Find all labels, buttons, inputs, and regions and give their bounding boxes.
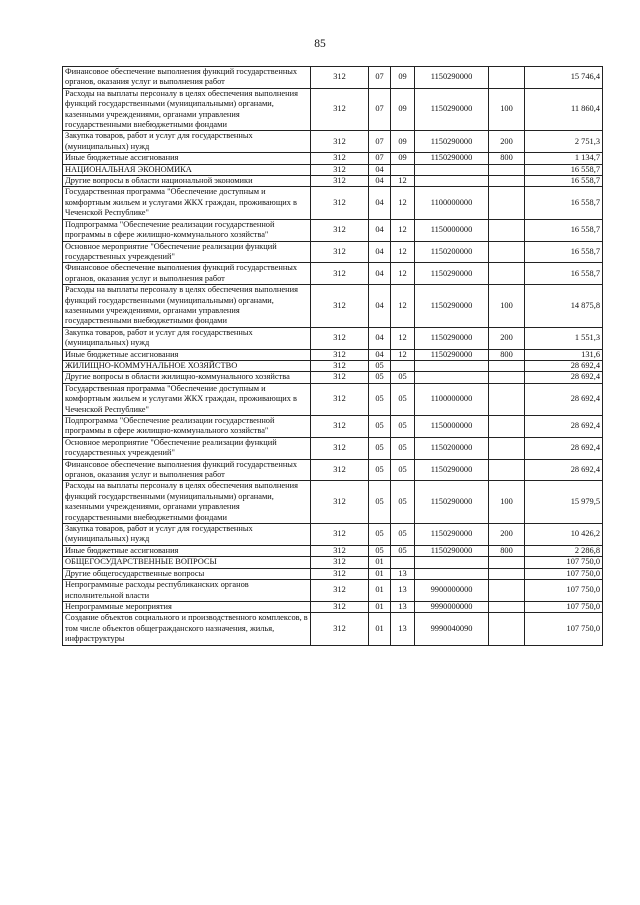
row-vr-cell: 100 (489, 285, 525, 328)
row-ved-cell: 312 (311, 187, 369, 219)
row-vr-cell: 100 (489, 481, 525, 524)
row-pr-cell: 13 (391, 601, 415, 612)
row-csr-cell: 1150290000 (415, 327, 489, 349)
row-name-cell: Иные бюджетные ассигнования (63, 545, 311, 556)
row-name-cell: Другие вопросы в области национальной экономики (63, 176, 311, 187)
row-csr-cell (415, 557, 489, 568)
row-ved-cell: 312 (311, 372, 369, 383)
row-pr-cell: 05 (391, 437, 415, 459)
row-rz-cell: 07 (369, 67, 391, 89)
row-name-cell: Основное мероприятие "Обеспечение реализации функций государственных учреждений" (63, 241, 311, 263)
row-pr-cell: 05 (391, 545, 415, 556)
row-ved-cell: 312 (311, 131, 369, 153)
row-csr-cell: 1150000000 (415, 416, 489, 438)
row-pr-cell: 12 (391, 349, 415, 360)
row-ved-cell: 312 (311, 481, 369, 524)
table-row (63, 176, 603, 187)
row-csr-cell: 1150290000 (415, 459, 489, 481)
row-sum-cell: 107 750,0 (525, 601, 603, 612)
row-sum-cell: 15 746,4 (525, 67, 603, 89)
row-ved-cell: 312 (311, 545, 369, 556)
row-ved-cell: 312 (311, 360, 369, 371)
row-ved-cell: 312 (311, 67, 369, 89)
row-vr-cell (489, 416, 525, 438)
row-vr-cell (489, 176, 525, 187)
row-name-cell: Создание объектов социального и производственного комплексов, в том числе объектов общегражданского назначения, жилья, инфраструктуры (63, 613, 311, 645)
row-csr-cell: 1150290000 (415, 349, 489, 360)
row-pr-cell (391, 164, 415, 175)
row-name-cell: Расходы на выплаты персоналу в целях обеспечения выполнения функций государственными (муниципальными) органами, казенными учреждениями, органами управления государственными внебюджетными фондами (63, 285, 311, 328)
row-vr-cell (489, 263, 525, 285)
row-rz-cell: 05 (369, 524, 391, 546)
row-sum-cell: 10 426,2 (525, 524, 603, 546)
table-row (63, 164, 603, 175)
row-rz-cell: 05 (369, 372, 391, 383)
row-name-cell: Непрограммные расходы республиканских органов исполнительной власти (63, 580, 311, 602)
row-vr-cell (489, 568, 525, 579)
row-ved-cell: 312 (311, 349, 369, 360)
row-rz-cell: 04 (369, 176, 391, 187)
table-row (63, 613, 603, 645)
table-row (63, 601, 603, 612)
row-sum-cell: 1 134,7 (525, 153, 603, 164)
row-vr-cell (489, 187, 525, 219)
row-rz-cell: 07 (369, 88, 391, 131)
row-csr-cell: 1100000000 (415, 187, 489, 219)
row-rz-cell: 04 (369, 349, 391, 360)
row-pr-cell: 12 (391, 187, 415, 219)
row-ved-cell: 312 (311, 437, 369, 459)
row-rz-cell: 07 (369, 131, 391, 153)
row-vr-cell: 200 (489, 524, 525, 546)
table-row (63, 219, 603, 241)
row-sum-cell: 16 558,7 (525, 241, 603, 263)
row-csr-cell: 1150200000 (415, 437, 489, 459)
row-sum-cell: 16 558,7 (525, 219, 603, 241)
row-name-cell: Подпрограмма "Обеспечение реализации государственной программы в сфере жилищно-коммунального хозяйства" (63, 219, 311, 241)
row-pr-cell: 12 (391, 176, 415, 187)
row-ved-cell: 312 (311, 164, 369, 175)
row-vr-cell (489, 383, 525, 415)
row-rz-cell: 05 (369, 481, 391, 524)
row-vr-cell: 100 (489, 88, 525, 131)
table-row (63, 545, 603, 556)
row-csr-cell: 1150290000 (415, 131, 489, 153)
row-pr-cell: 09 (391, 67, 415, 89)
row-sum-cell: 28 692,4 (525, 437, 603, 459)
table-row (63, 131, 603, 153)
row-csr-cell: 1150290000 (415, 545, 489, 556)
row-ved-cell: 312 (311, 580, 369, 602)
row-rz-cell: 07 (369, 153, 391, 164)
row-ved-cell: 312 (311, 459, 369, 481)
row-pr-cell: 13 (391, 580, 415, 602)
row-sum-cell: 14 875,8 (525, 285, 603, 328)
row-rz-cell: 04 (369, 187, 391, 219)
row-rz-cell: 05 (369, 383, 391, 415)
row-pr-cell: 09 (391, 88, 415, 131)
budget-table (62, 66, 603, 646)
row-name-cell: ЖИЛИЩНО-КОММУНАЛЬНОЕ ХОЗЯЙСТВО (63, 360, 311, 371)
row-csr-cell: 9990000000 (415, 601, 489, 612)
row-vr-cell (489, 164, 525, 175)
row-sum-cell: 11 860,4 (525, 88, 603, 131)
row-name-cell: Иные бюджетные ассигнования (63, 153, 311, 164)
row-vr-cell: 800 (489, 153, 525, 164)
table-row (63, 187, 603, 219)
row-sum-cell: 28 692,4 (525, 372, 603, 383)
table-row (63, 383, 603, 415)
row-sum-cell: 107 750,0 (525, 557, 603, 568)
row-pr-cell: 09 (391, 153, 415, 164)
row-ved-cell: 312 (311, 327, 369, 349)
table-row (63, 241, 603, 263)
row-vr-cell (489, 437, 525, 459)
row-rz-cell: 04 (369, 241, 391, 263)
row-pr-cell (391, 557, 415, 568)
row-vr-cell (489, 219, 525, 241)
row-sum-cell: 1 551,3 (525, 327, 603, 349)
row-sum-cell: 28 692,4 (525, 459, 603, 481)
row-vr-cell (489, 613, 525, 645)
row-ved-cell: 312 (311, 219, 369, 241)
row-ved-cell: 312 (311, 601, 369, 612)
row-name-cell: Иные бюджетные ассигнования (63, 349, 311, 360)
row-ved-cell: 312 (311, 416, 369, 438)
row-ved-cell: 312 (311, 613, 369, 645)
row-rz-cell: 05 (369, 437, 391, 459)
table-row (63, 416, 603, 438)
row-name-cell: Закупка товаров, работ и услуг для государственных (муниципальных) нужд (63, 327, 311, 349)
row-ved-cell: 312 (311, 285, 369, 328)
row-rz-cell: 01 (369, 601, 391, 612)
row-name-cell: Другие общегосударственные вопросы (63, 568, 311, 579)
row-vr-cell: 200 (489, 327, 525, 349)
row-rz-cell: 05 (369, 545, 391, 556)
table-row (63, 568, 603, 579)
row-sum-cell: 131,6 (525, 349, 603, 360)
row-csr-cell (415, 568, 489, 579)
row-pr-cell: 13 (391, 568, 415, 579)
row-pr-cell: 12 (391, 327, 415, 349)
row-sum-cell: 28 692,4 (525, 360, 603, 371)
table-row (63, 327, 603, 349)
row-name-cell: Непрограммные мероприятия (63, 601, 311, 612)
row-vr-cell: 800 (489, 349, 525, 360)
row-csr-cell: 1150290000 (415, 67, 489, 89)
row-csr-cell: 1150290000 (415, 263, 489, 285)
row-pr-cell: 05 (391, 416, 415, 438)
row-ved-cell: 312 (311, 263, 369, 285)
row-csr-cell: 1150290000 (415, 524, 489, 546)
row-csr-cell: 9900000000 (415, 580, 489, 602)
row-rz-cell: 01 (369, 568, 391, 579)
row-rz-cell: 05 (369, 416, 391, 438)
row-rz-cell: 04 (369, 263, 391, 285)
row-csr-cell: 1150290000 (415, 481, 489, 524)
row-vr-cell (489, 67, 525, 89)
row-name-cell: НАЦИОНАЛЬНАЯ ЭКОНОМИКА (63, 164, 311, 175)
row-sum-cell: 16 558,7 (525, 263, 603, 285)
row-rz-cell: 04 (369, 219, 391, 241)
table-row (63, 285, 603, 328)
row-csr-cell: 1150290000 (415, 88, 489, 131)
row-name-cell: Государственная программа "Обеспечение доступным и комфортным жильем и услугами ЖКХ граждан, проживающих в Чеченской Республике" (63, 187, 311, 219)
row-pr-cell: 12 (391, 285, 415, 328)
row-vr-cell (489, 360, 525, 371)
row-pr-cell: 05 (391, 481, 415, 524)
table-row (63, 349, 603, 360)
table-row (63, 557, 603, 568)
row-name-cell: Финансовое обеспечение выполнения функций государственных органов, оказания услуг и выполнения работ (63, 459, 311, 481)
row-csr-cell: 1150000000 (415, 219, 489, 241)
row-pr-cell: 12 (391, 219, 415, 241)
row-rz-cell: 04 (369, 327, 391, 349)
row-rz-cell: 01 (369, 580, 391, 602)
table-row (63, 153, 603, 164)
table-row (63, 437, 603, 459)
table-row (63, 372, 603, 383)
table-row (63, 524, 603, 546)
row-name-cell: Подпрограмма "Обеспечение реализации государственной программы в сфере жилищно-коммунального хозяйства" (63, 416, 311, 438)
row-csr-cell (415, 372, 489, 383)
row-sum-cell: 107 750,0 (525, 613, 603, 645)
row-name-cell: Расходы на выплаты персоналу в целях обеспечения выполнения функций государственными (муниципальными) органами, казенными учреждениями, органами управления государственными внебюджетными фондами (63, 88, 311, 131)
row-sum-cell: 107 750,0 (525, 580, 603, 602)
row-ved-cell: 312 (311, 241, 369, 263)
row-pr-cell: 05 (391, 372, 415, 383)
row-csr-cell (415, 164, 489, 175)
row-csr-cell: 9990040090 (415, 613, 489, 645)
row-sum-cell: 15 979,5 (525, 481, 603, 524)
row-pr-cell: 12 (391, 263, 415, 285)
row-sum-cell: 16 558,7 (525, 164, 603, 175)
row-pr-cell: 05 (391, 459, 415, 481)
row-rz-cell: 01 (369, 557, 391, 568)
table-row (63, 263, 603, 285)
row-ved-cell: 312 (311, 383, 369, 415)
table-row (63, 580, 603, 602)
row-rz-cell: 04 (369, 164, 391, 175)
row-sum-cell: 28 692,4 (525, 383, 603, 415)
row-ved-cell: 312 (311, 88, 369, 131)
table-row (63, 459, 603, 481)
row-csr-cell (415, 176, 489, 187)
row-ved-cell: 312 (311, 524, 369, 546)
row-ved-cell: 312 (311, 568, 369, 579)
row-rz-cell: 04 (369, 285, 391, 328)
row-vr-cell (489, 241, 525, 263)
row-name-cell: ОБЩЕГОСУДАРСТВЕННЫЕ ВОПРОСЫ (63, 557, 311, 568)
row-vr-cell (489, 372, 525, 383)
row-name-cell: Закупка товаров, работ и услуг для государственных (муниципальных) нужд (63, 524, 311, 546)
table-row (63, 88, 603, 131)
row-name-cell: Другие вопросы в области жилищно-коммунального хозяйства (63, 372, 311, 383)
table-row (63, 360, 603, 371)
budget-table-body (63, 67, 603, 646)
row-sum-cell: 16 558,7 (525, 187, 603, 219)
row-name-cell: Основное мероприятие "Обеспечение реализации функций государственных учреждений" (63, 437, 311, 459)
row-name-cell: Закупка товаров, работ и услуг для государственных (муниципальных) нужд (63, 131, 311, 153)
row-csr-cell: 1100000000 (415, 383, 489, 415)
row-vr-cell (489, 557, 525, 568)
row-pr-cell: 12 (391, 241, 415, 263)
row-pr-cell: 09 (391, 131, 415, 153)
row-sum-cell: 16 558,7 (525, 176, 603, 187)
row-csr-cell (415, 360, 489, 371)
page-number: 85 (314, 38, 326, 50)
row-pr-cell: 05 (391, 383, 415, 415)
row-csr-cell: 1150200000 (415, 241, 489, 263)
row-pr-cell: 13 (391, 613, 415, 645)
row-name-cell: Финансовое обеспечение выполнения функций государственных органов, оказания услуг и выполнения работ (63, 263, 311, 285)
row-rz-cell: 01 (369, 613, 391, 645)
row-sum-cell: 107 750,0 (525, 568, 603, 579)
row-pr-cell (391, 360, 415, 371)
row-vr-cell: 800 (489, 545, 525, 556)
row-vr-cell (489, 580, 525, 602)
row-rz-cell: 05 (369, 459, 391, 481)
row-name-cell: Расходы на выплаты персоналу в целях обеспечения выполнения функций государственными (муниципальными) органами, казенными учреждениями, органами управления государственными внебюджетными фондами (63, 481, 311, 524)
row-sum-cell: 28 692,4 (525, 416, 603, 438)
row-pr-cell: 05 (391, 524, 415, 546)
table-row (63, 481, 603, 524)
row-csr-cell: 1150290000 (415, 153, 489, 164)
row-vr-cell (489, 601, 525, 612)
row-rz-cell: 05 (369, 360, 391, 371)
row-sum-cell: 2 286,8 (525, 545, 603, 556)
table-row (63, 67, 603, 89)
row-sum-cell: 2 751,3 (525, 131, 603, 153)
row-vr-cell: 200 (489, 131, 525, 153)
row-name-cell: Государственная программа "Обеспечение доступным и комфортным жильем и услугами ЖКХ граждан, проживающих в Чеченской Республике" (63, 383, 311, 415)
row-csr-cell: 1150290000 (415, 285, 489, 328)
row-vr-cell (489, 459, 525, 481)
row-ved-cell: 312 (311, 176, 369, 187)
row-name-cell: Финансовое обеспечение выполнения функций государственных органов, оказания услуг и выполнения работ (63, 67, 311, 89)
row-ved-cell: 312 (311, 153, 369, 164)
row-ved-cell: 312 (311, 557, 369, 568)
